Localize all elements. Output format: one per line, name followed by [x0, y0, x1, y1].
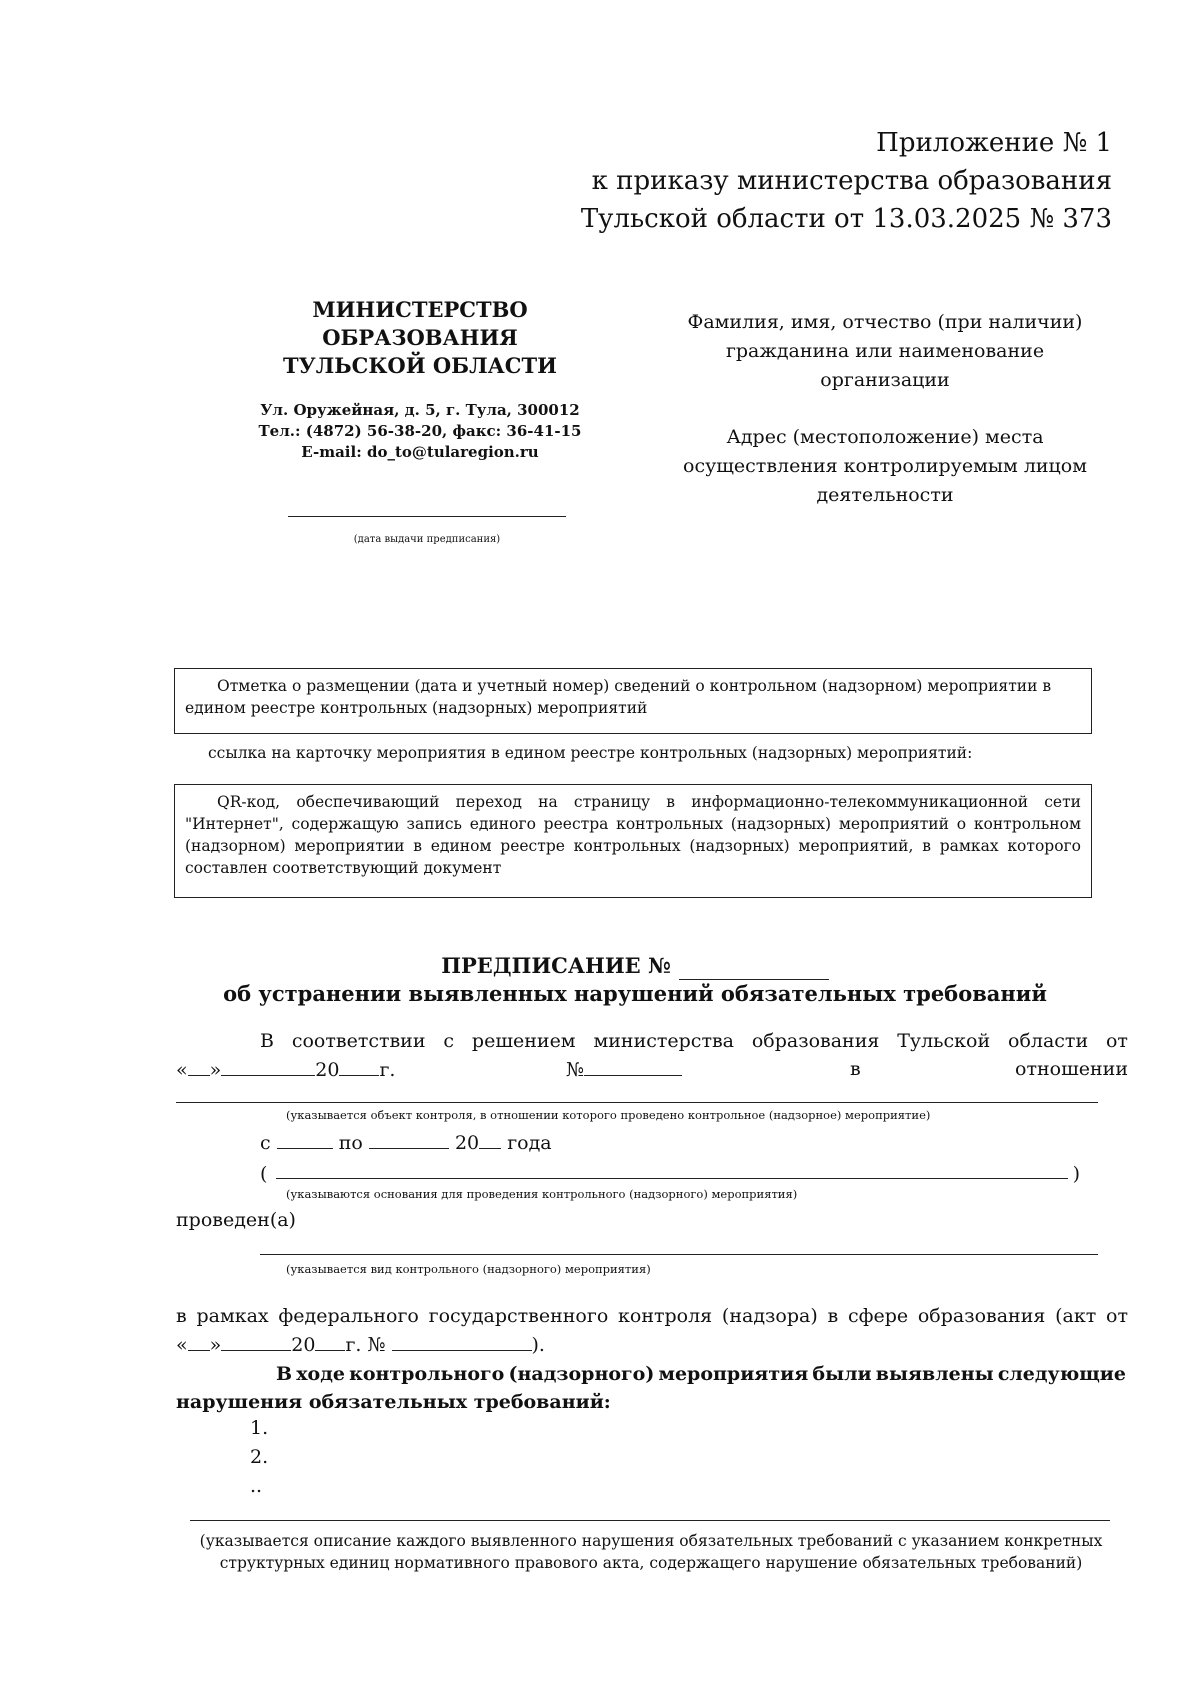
recipient-addr-line3: деятельности: [816, 484, 954, 506]
ministry-name-line3: ТУЛЬСКОЙ ОБЛАСТИ: [283, 353, 557, 378]
word: ходе: [296, 1363, 345, 1385]
word: сфере: [847, 1305, 909, 1327]
ministry-email: E-mail: do_to@tularegion.ru: [301, 443, 539, 461]
decision-number: [566, 1055, 682, 1084]
period-year-prefix: 20: [454, 1132, 480, 1154]
word: области: [1008, 1030, 1089, 1052]
word: с: [443, 1030, 455, 1052]
ministry-phone: Тел.: (4872) 56-38-20, факс: 36-41-15: [258, 422, 582, 440]
act-number-sign: г. №: [345, 1334, 386, 1356]
act-year-blank: [315, 1330, 345, 1351]
registry-mark-line1: Отметка о размещении (дата и учетный номер) сведений о контрольном (надзорном) мероприятии в: [217, 677, 1052, 695]
quote-open: «: [176, 1059, 188, 1081]
paren-close: ): [1072, 1163, 1080, 1185]
ministry-name-line2: ОБРАЗОВАНИЯ: [322, 325, 518, 350]
annex-number: Приложение № 1: [876, 128, 1112, 158]
recipient-block: [665, 308, 1105, 510]
title-line1: [180, 952, 1090, 980]
ministry-address: Ул. Оружейная, д. 5, г. Тула, 300012: [260, 401, 580, 419]
kind-caption: (указывается вид контрольного (надзорного) мероприятия): [286, 1262, 651, 1276]
description-caption: (указывается описание каждого выявленного нарушения обязательных требований с указанием конкретных структурных единиц нормативного правового акта, содержащего нарушение обязательных требований): [199, 1532, 1103, 1572]
year-prefix: 20: [315, 1059, 340, 1081]
list-item: 2.: [250, 1446, 269, 1468]
word: (надзорного): [508, 1363, 655, 1385]
word: соответствии: [291, 1030, 426, 1052]
word: федерального: [278, 1305, 419, 1327]
word: государственного: [428, 1305, 609, 1327]
word: министерства: [593, 1030, 734, 1052]
federal-line1: [176, 1302, 1128, 1330]
word: в: [827, 1305, 839, 1327]
list-item: 1.: [250, 1417, 269, 1439]
word: В: [276, 1363, 293, 1385]
annex-order-date: Тульской области от 13.03.2025 № 373: [580, 204, 1112, 234]
ministry-name-line1: МИНИСТЕРСТВО: [312, 297, 528, 322]
period-from: с: [260, 1132, 271, 1154]
word: В: [260, 1030, 274, 1052]
word: от: [1105, 1030, 1128, 1052]
ministry-contacts: [240, 400, 600, 463]
decision-line2: [176, 1055, 1128, 1084]
grounds-row: [260, 1160, 1080, 1188]
registry-mark-box: [174, 668, 1092, 734]
document-title: [180, 952, 1090, 1008]
word: контрольного: [349, 1363, 505, 1385]
recipient-addr-line1: Адрес (местоположение) места: [726, 426, 1044, 448]
act-number-blank: [392, 1330, 532, 1351]
conducted-label: проведен(а): [176, 1209, 296, 1231]
violations-list: [250, 1414, 268, 1501]
word: следующие: [997, 1363, 1126, 1385]
act-quote-close: »: [209, 1334, 222, 1356]
registry-mark-line2: едином реестре контрольных (надзорных) мероприятий: [185, 699, 648, 717]
year-suffix: г.: [379, 1059, 396, 1081]
violations-found-line1: [176, 1360, 1126, 1388]
word: выявлены: [875, 1363, 994, 1385]
issue-date-line: [288, 516, 566, 517]
violations-found-line2: нарушения обязательных требований:: [176, 1391, 611, 1413]
recipient-addr-line2: осуществления контролируемым лицом: [683, 455, 1087, 477]
grounds-line: [276, 1178, 1068, 1179]
period-line: [260, 1128, 552, 1157]
decision-line1: [260, 1027, 1128, 1055]
title-number-blank: [679, 957, 829, 980]
paren-open: (: [260, 1163, 268, 1185]
word: рамках: [196, 1305, 269, 1327]
object-line: [176, 1102, 1098, 1103]
word-in: в: [850, 1058, 861, 1080]
day-blank: [188, 1055, 210, 1076]
title-line2: об устранении выявленных нарушений обязательных требований: [223, 981, 1047, 1006]
description-line: [190, 1520, 1110, 1521]
card-link-label: ссылка на карточку мероприятия в едином реестре контрольных (надзорных) мероприятий:: [208, 744, 973, 762]
year-blank: [339, 1055, 379, 1076]
word: контроля: [618, 1305, 713, 1327]
word: (акт: [1055, 1305, 1097, 1327]
recipient-name-line1: Фамилия, имя, отчество (при наличии): [687, 311, 1083, 333]
period-year-word: года: [507, 1132, 552, 1154]
period-start-blank: [277, 1128, 333, 1149]
word: образования: [917, 1305, 1046, 1327]
list-item: ..: [250, 1475, 263, 1497]
number-blank: [584, 1055, 682, 1076]
word: решением: [471, 1030, 576, 1052]
act-month-blank: [221, 1330, 291, 1351]
word-regarding: отношении: [1015, 1058, 1128, 1080]
act-day-blank: [188, 1330, 210, 1351]
word: Тульской: [897, 1030, 991, 1052]
grounds-caption: (указываются основания для проведения контрольного (надзорного) мероприятия): [286, 1187, 798, 1201]
word: были: [812, 1363, 872, 1385]
annex-order-ref: к приказу министерства образования: [591, 166, 1112, 196]
act-quote-open: «: [176, 1334, 188, 1356]
recipient-name-line2: гражданина или наименование: [725, 340, 1045, 362]
recipient-name-line3: организации: [820, 369, 950, 391]
qr-code-text: QR-код, обеспечивающий переход на страницу в информационно-телекоммуникационной сети "Интернет", содержащую запись единого реестра контрольных (надзорных) мероприятий о контрольном (надзорном) мероприятии в едином реестре контрольных (надзорных) мероприятий, в рамках которого составлен соответствующий документ: [185, 793, 1081, 877]
act-end: ).: [531, 1334, 545, 1356]
federal-line2: [176, 1330, 545, 1359]
violations-found: [176, 1360, 1126, 1416]
period-year-blank: [479, 1128, 501, 1149]
quote-close: »: [209, 1059, 222, 1081]
title-prescription: ПРЕДПИСАНИЕ №: [441, 953, 671, 978]
kind-line: [260, 1254, 1098, 1255]
qr-code-box: [174, 784, 1092, 898]
number-sign: №: [566, 1059, 584, 1081]
annex-header: [581, 124, 1112, 238]
word: от: [1106, 1305, 1128, 1327]
word: образования: [751, 1030, 880, 1052]
period-to: по: [338, 1132, 363, 1154]
word: мероприятия: [658, 1363, 809, 1385]
object-caption: (указывается объект контроля, в отношении которого проведено контрольное (надзорное) мероприятие): [286, 1108, 931, 1122]
word: (надзора): [721, 1305, 818, 1327]
ministry-block: [240, 296, 600, 463]
month-blank: [221, 1055, 315, 1076]
word: в: [176, 1305, 187, 1327]
act-year-prefix: 20: [291, 1334, 316, 1356]
issue-date-caption: (дата выдачи предписания): [353, 534, 501, 545]
period-end-blank: [369, 1128, 449, 1149]
